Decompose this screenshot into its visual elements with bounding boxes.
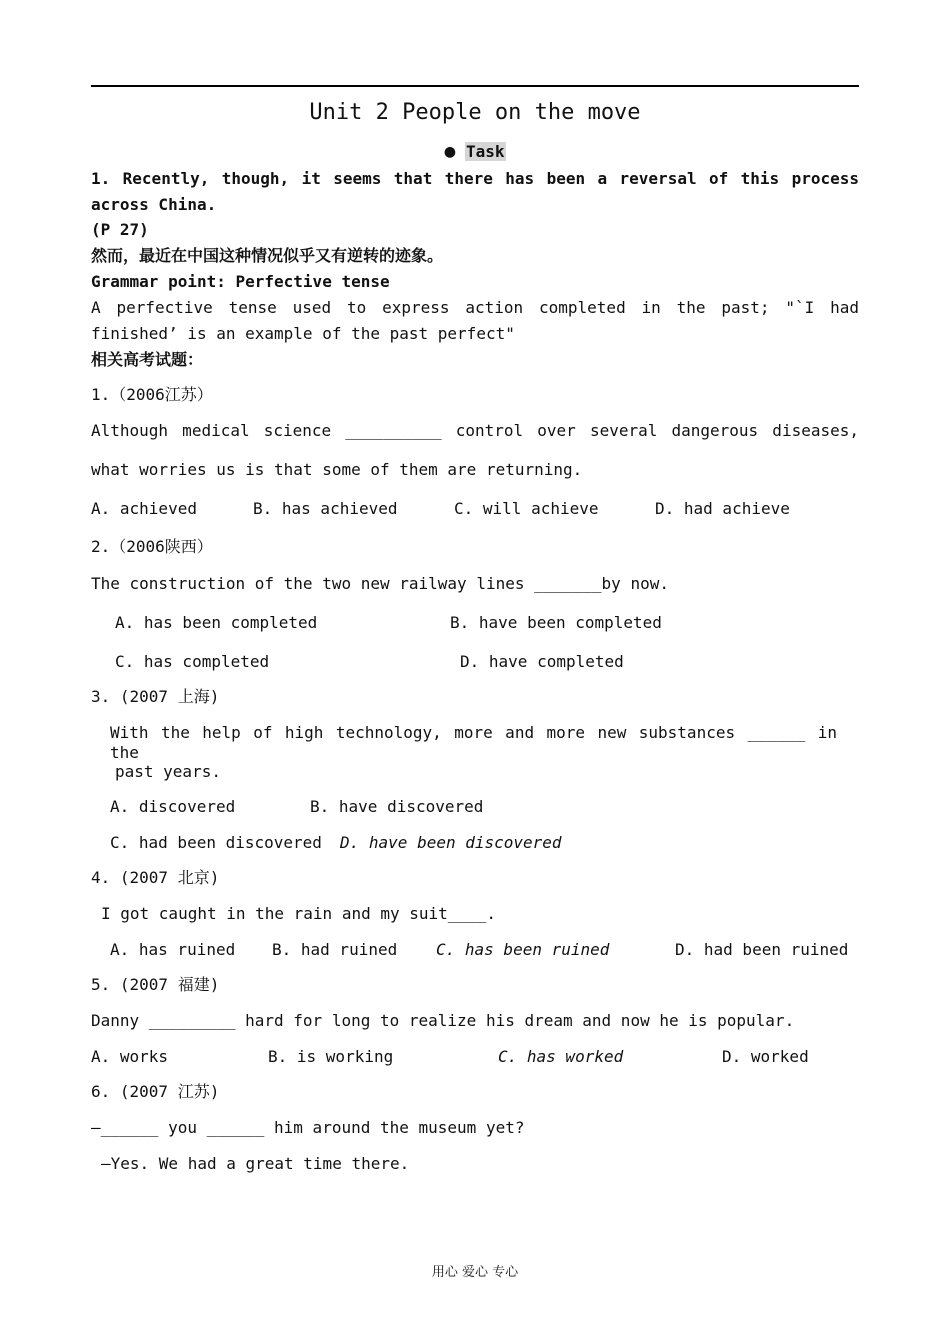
question-stem: With the help of high technology, more and more new substances ______ in the	[110, 723, 837, 762]
sentence-translation: 然而，最近在中国这种情况似乎又有逆转的迹象。	[91, 246, 444, 265]
option-c: C. will achieve	[454, 499, 599, 518]
question-stem: —______ you ______ him around the museum yet?	[91, 1118, 525, 1137]
question-stem: Danny _________ hard for long to realize his dream and now he is popular.	[91, 1011, 795, 1030]
option-d: D. worked	[722, 1047, 809, 1066]
question-stem: what worries us is that some of them are returning.	[91, 460, 583, 479]
page-reference: (P 27)	[91, 220, 149, 239]
question-stem: past years.	[115, 762, 221, 781]
option-d: D. have been discovered	[340, 833, 562, 852]
page-title: Unit 2 People on the move	[309, 100, 641, 125]
question-header: 1.（2006江苏）	[91, 385, 213, 404]
option-b: B. have been completed	[450, 613, 662, 632]
grammar-definition-1: A perfective tense used to express action completed in the past; "`I had	[91, 298, 859, 317]
grammar-heading: Grammar point: Perfective tense	[91, 272, 390, 291]
question-header: 4. (2007 北京)	[91, 868, 220, 887]
option-b: B. have discovered	[310, 797, 484, 816]
option-c: C. has completed	[115, 652, 270, 671]
sentence-line-1: 1. Recently, though, it seems that there has been a reversal of this process	[91, 169, 859, 188]
question-header: 5. (2007 福建)	[91, 975, 220, 994]
exam-heading: 相关高考试题：	[91, 350, 204, 369]
option-a: A. discovered	[110, 797, 236, 816]
page-footer: 用心 爱心 专心	[431, 1265, 519, 1280]
task-label: Task	[465, 142, 505, 161]
bullet-icon: ●	[444, 141, 456, 162]
option-a: A. has ruined	[110, 940, 236, 959]
option-a: A. works	[91, 1047, 169, 1066]
header-rule	[91, 85, 859, 87]
option-d: D. have completed	[460, 652, 624, 671]
question-header: 2.（2006陕西）	[91, 537, 213, 556]
option-a: A. achieved	[91, 499, 197, 518]
option-d: D. had been ruined	[675, 940, 849, 959]
question-stem: —Yes. We had a great time there.	[101, 1154, 410, 1173]
option-c: C. has been ruined	[436, 940, 610, 959]
option-c: C. had been discovered	[110, 833, 322, 852]
sentence-line-2: across China.	[91, 195, 217, 214]
question-stem: Although medical science __________ control over several dangerous diseases,	[91, 421, 859, 440]
option-d: D. had achieve	[655, 499, 790, 518]
question-stem: The construction of the two new railway lines _______by now.	[91, 574, 669, 593]
option-c: C. has worked	[498, 1047, 624, 1066]
task-heading	[0, 142, 950, 162]
question-header: 6. (2007 江苏)	[91, 1082, 220, 1101]
option-b: B. had ruined	[272, 940, 398, 959]
question-stem: I got caught in the rain and my suit____.	[101, 904, 496, 923]
option-b: B. has achieved	[253, 499, 398, 518]
option-a: A. has been completed	[115, 613, 318, 632]
option-b: B. is working	[268, 1047, 394, 1066]
grammar-definition-2: finished’ is an example of the past perfect"	[91, 324, 515, 343]
question-header: 3. (2007 上海)	[91, 687, 220, 706]
